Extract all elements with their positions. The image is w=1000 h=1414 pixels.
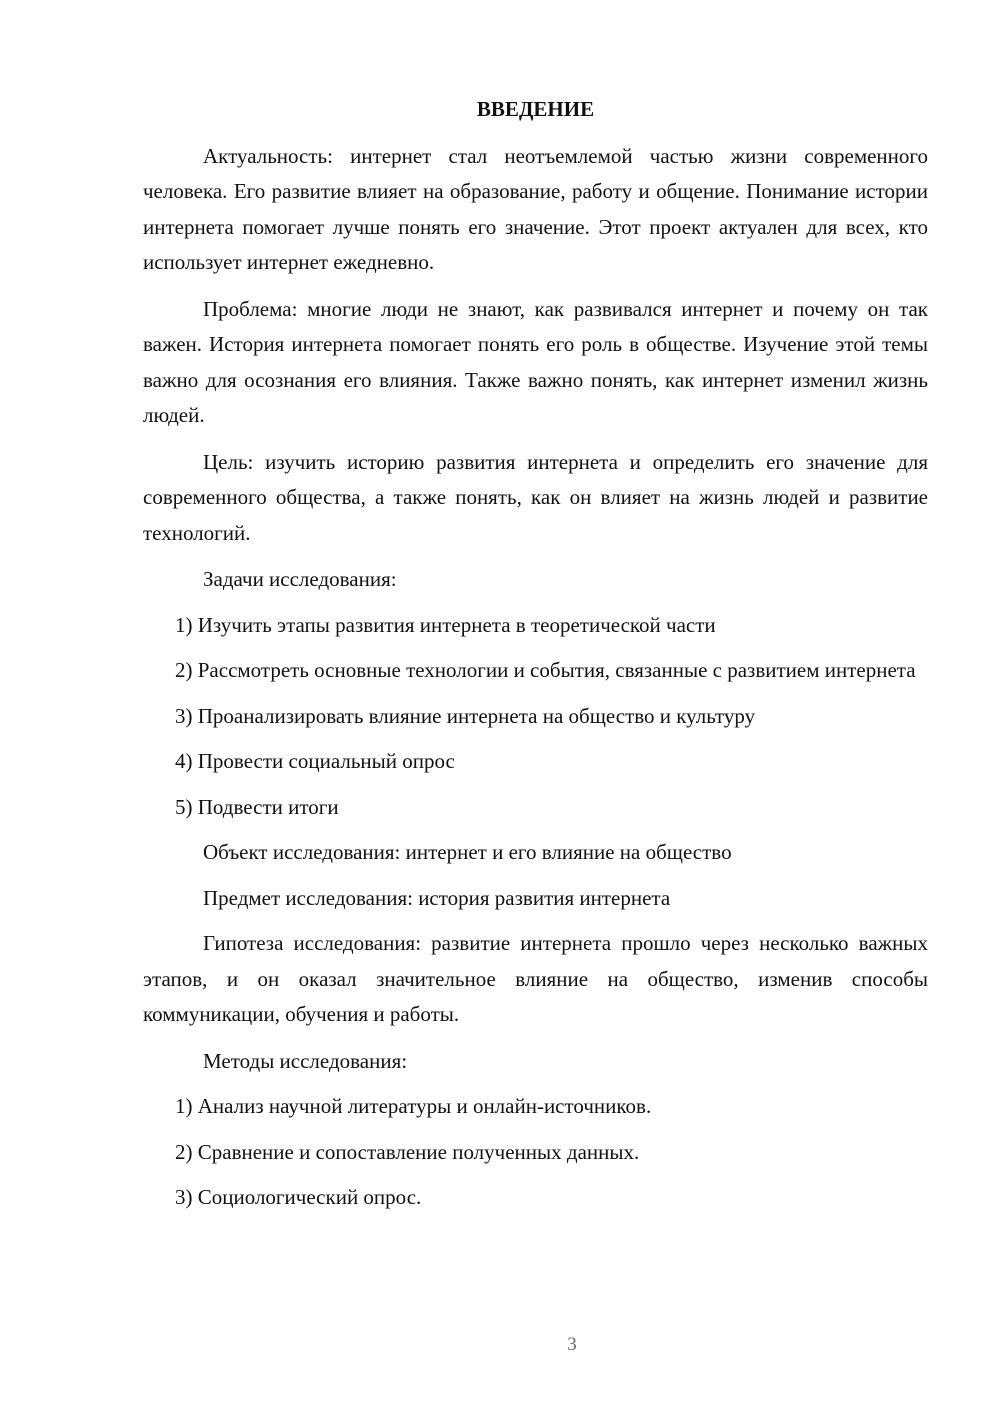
- tasks-heading: Задачи исследования:: [203, 567, 397, 591]
- task-item: 2) Рассмотреть основные технологии и события, связанные с развитием интернета: [175, 658, 916, 682]
- method-item: 1) Анализ научной литературы и онлайн-источников.: [175, 1094, 652, 1118]
- task-item: 5) Подвести итоги: [175, 794, 339, 819]
- task-item: 1) Изучить этапы развития интернета в теоретической части: [175, 612, 716, 637]
- hypothesis-paragraph: Гипотеза исследования: развитие интернета прошло через несколько важных этапов, и он оказал значительное влияние на общество, изменив способы коммуникации, обучения и работы.: [143, 931, 928, 1026]
- research-object: Объект исследования: интернет и его влияние на общество: [203, 840, 732, 864]
- page-content: [143, 92, 928, 1226]
- method-item: 2) Сравнение и сопоставление полученных данных.: [175, 1139, 640, 1164]
- task-item: 3) Проанализировать влияние интернета на общество и культуру: [175, 703, 756, 728]
- methods-heading: Методы исследования:: [203, 1048, 408, 1073]
- problem-paragraph: Проблема: многие люди не знают, как развивался интернет и почему он так важен. История интернета помогает понять его роль в обществе. Изучение этой темы важно для осознания его влияния. Также важно понять, как интернет изменил жизнь людей.: [143, 296, 928, 427]
- goal-paragraph: Цель: изучить историю развития интернета и определить его значение для современного общества, а также понять, как он влияет на жизнь людей и развитие технологий.: [143, 449, 928, 545]
- task-item: 4) Провести социальный опрос: [175, 749, 455, 773]
- method-item: 3) Социологический опрос.: [175, 1185, 422, 1209]
- relevance-paragraph: Актуальность: интернет стал неотъемлемой частью жизни современного человека. Его развитие влияет на образование, работу и общение. Понимание истории интернета помогает лучше понять его значение. Этот проект актуален для всех, кто использует интернет ежедневно.: [143, 143, 928, 274]
- page-number: 3: [567, 1334, 577, 1355]
- research-subject: Предмет исследования: история развития интернета: [203, 885, 671, 910]
- section-title: ВВЕДЕНИЕ: [476, 97, 595, 121]
